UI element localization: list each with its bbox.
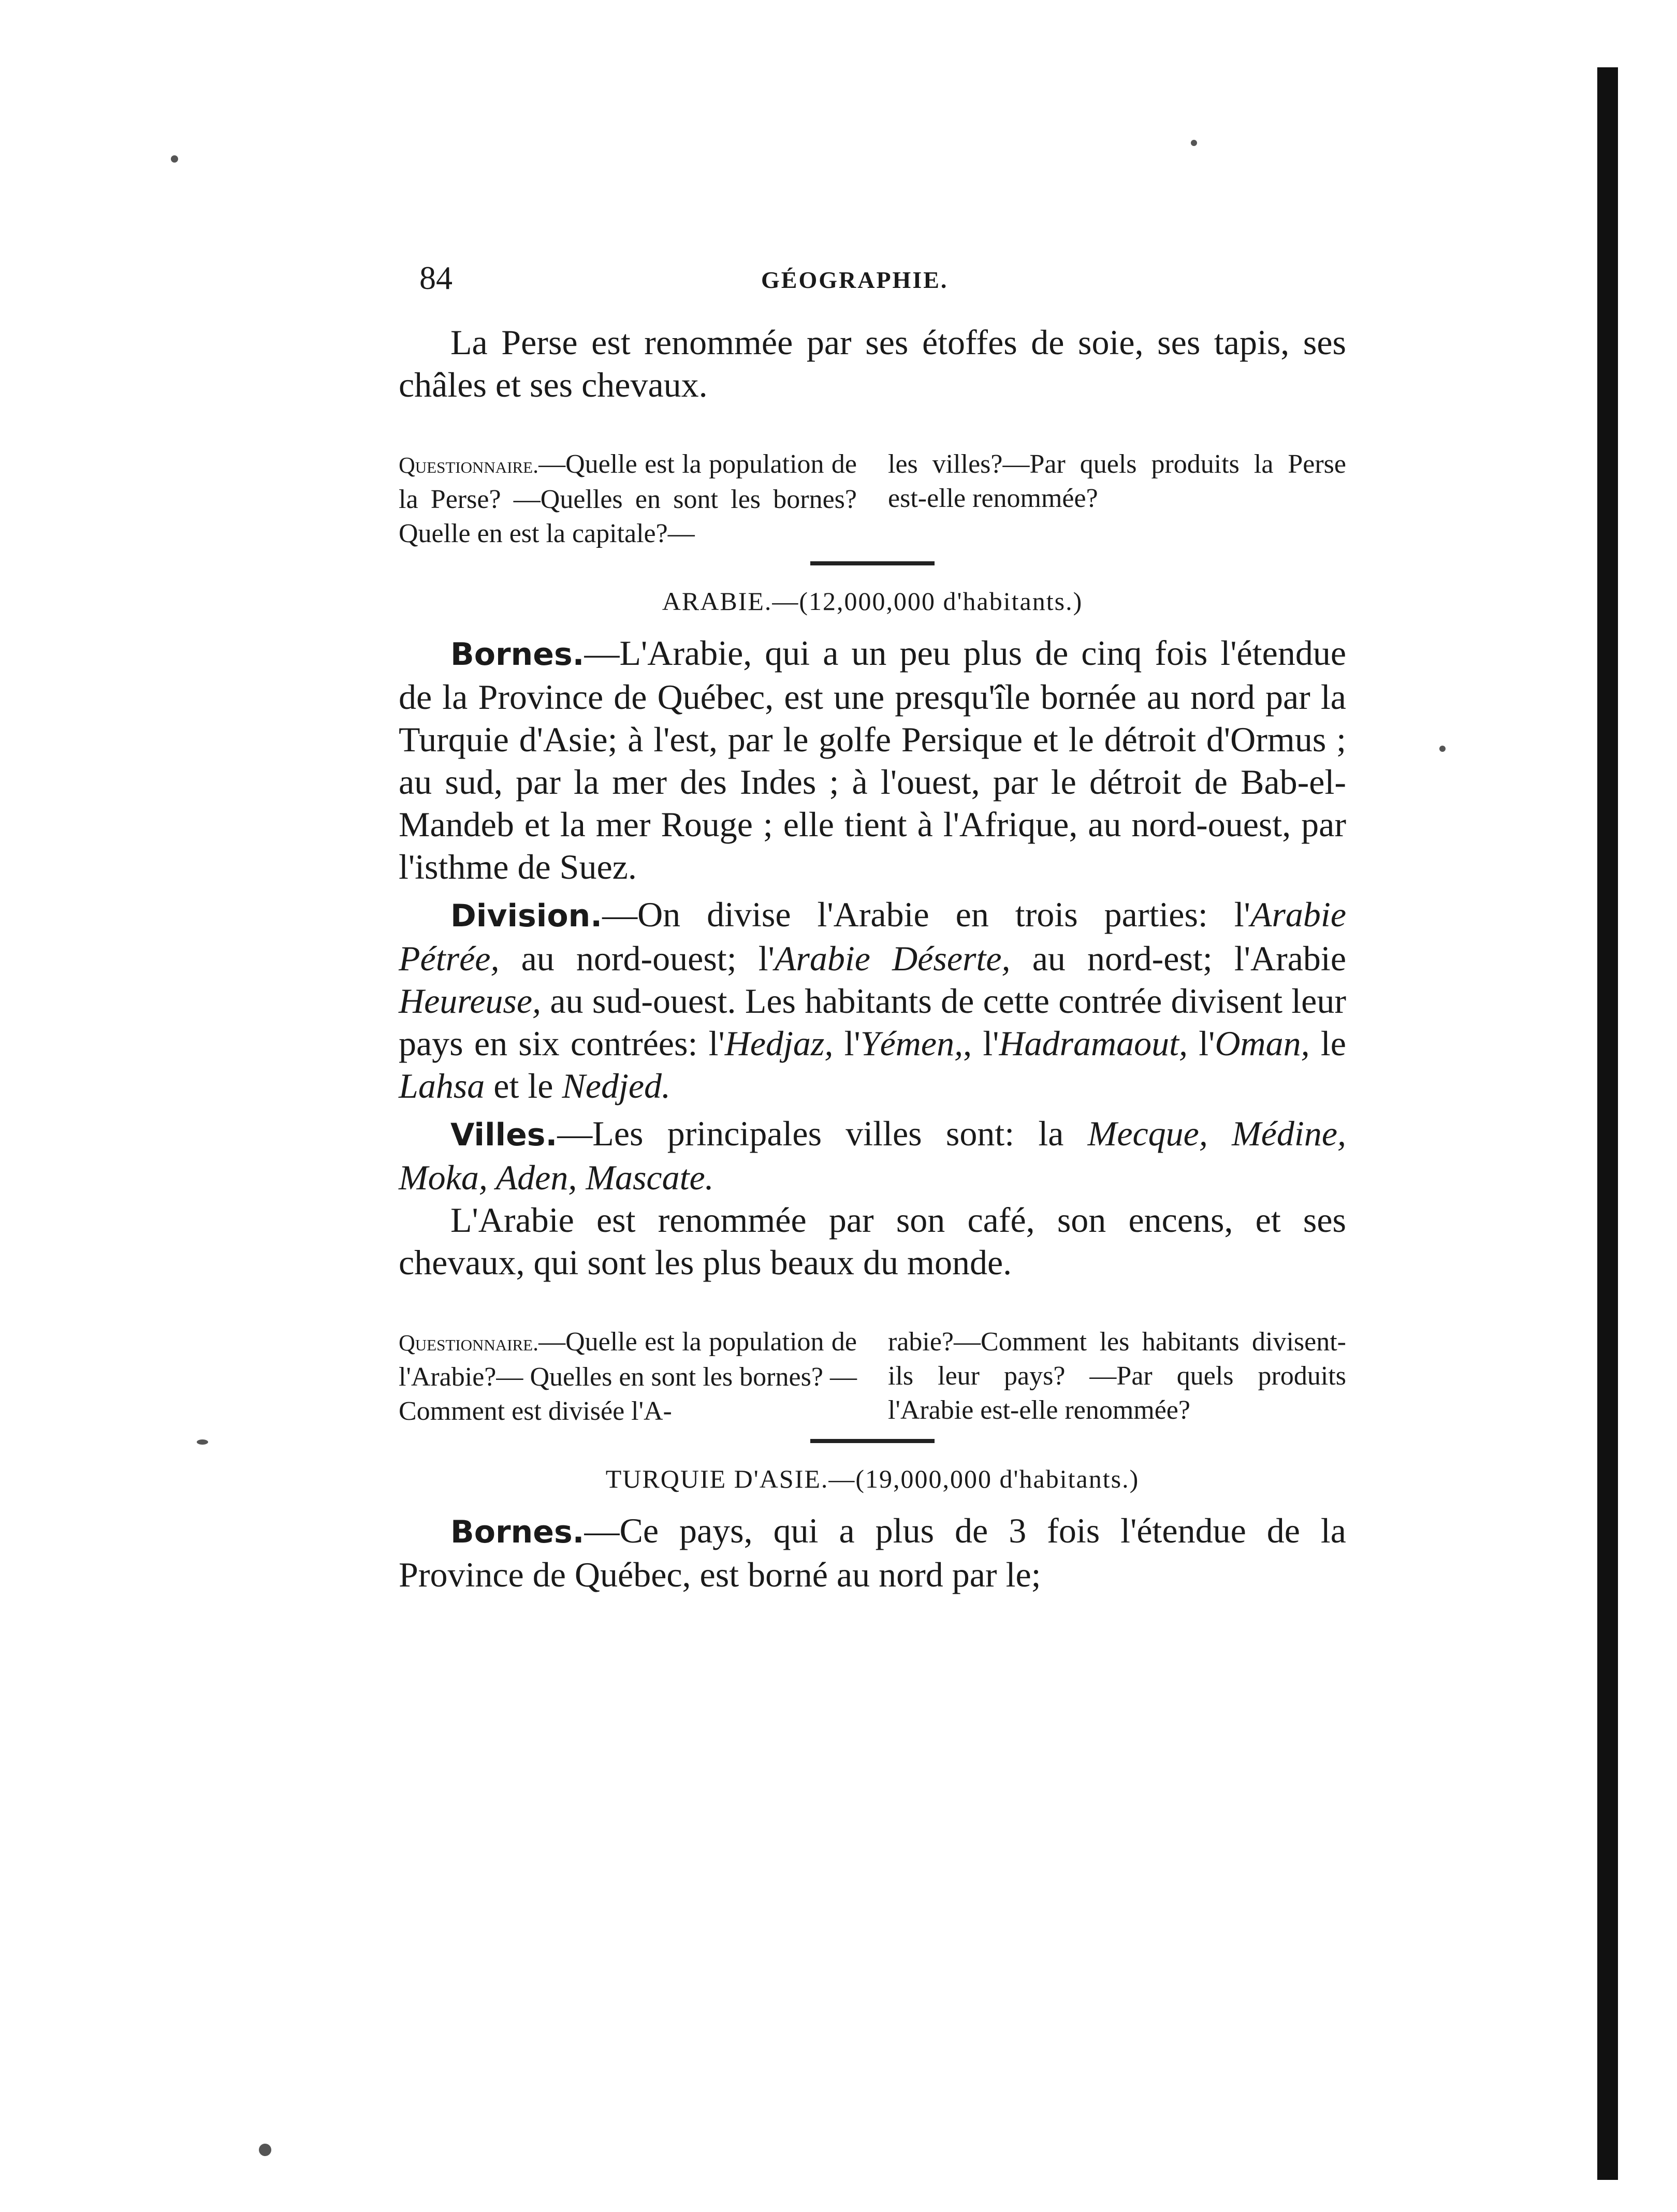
region-name: Lahsa — [399, 1066, 485, 1105]
arabia-bornes-paragraph — [399, 632, 1346, 888]
region-name: Arabie Pétrée, — [399, 895, 1346, 978]
questionnaire-column-left — [399, 1325, 857, 1429]
questionnaire-text: les villes?—Par quels produits la Perse est-elle renommée? — [888, 449, 1346, 513]
questionnaire-text: —Quelle est la population de l'Arabie?— Quelles en sont les bornes? —Comment est divisée l'A- — [399, 1327, 857, 1426]
paragraph-text: l' — [833, 1024, 861, 1063]
persia-questionnaire — [399, 447, 1346, 551]
questionnaire-column-right — [888, 1325, 1346, 1429]
region-name: Yémen, — [860, 1024, 964, 1063]
paragraph-text: —Ce pays, qui a plus de 3 fois l'étendue de la Province de Québec, est borné au nord par le; — [399, 1511, 1346, 1594]
scan-speck — [1439, 746, 1446, 752]
paragraph-lead: Bornes. — [450, 1514, 585, 1550]
paragraph-lead: Villes. — [450, 1117, 558, 1153]
persia-closing-paragraph: La Perse est renommée par ses étoffes de soie, ses tapis, ses châles et ses chevaux. — [399, 323, 1346, 404]
section-divider — [810, 1439, 935, 1443]
scan-speck — [171, 155, 178, 163]
page-edge-shadow — [1597, 67, 1618, 2180]
questionnaire-column-left — [399, 447, 857, 551]
questionnaire-column-right — [888, 447, 1346, 551]
paragraph-text: —On divise l'Arabie en trois parties: l' — [602, 895, 1250, 934]
page-number: 84 — [419, 259, 453, 296]
region-name: Oman, — [1215, 1024, 1310, 1063]
book-page — [399, 259, 1346, 1596]
questionnaire-label: Questionnaire. — [399, 453, 539, 478]
paragraph-text: , l' — [963, 1024, 999, 1063]
paragraph-text: et le — [485, 1066, 562, 1105]
region-name: Hedjaz, — [724, 1024, 834, 1063]
paragraph-lead: Bornes. — [450, 636, 585, 673]
scan-speck — [1191, 140, 1197, 146]
paragraph-text: le — [1309, 1024, 1346, 1063]
region-name: Nedjed. — [562, 1066, 671, 1105]
scan-speck — [259, 2144, 271, 2156]
section-divider — [810, 561, 935, 565]
questionnaire-text: rabie?—Comment les habitants divisent-ils leur pays? —Par quels produits l'Arabie est-elle renommée? — [888, 1327, 1346, 1425]
region-name: Hadramaout, — [999, 1024, 1188, 1063]
arabia-closing-paragraph: L'Arabie est renommée par son café, son encens, et ses chevaux, qui sont les plus beaux du monde. — [399, 1200, 1346, 1282]
section-heading-arabie: ARABIE.—(12,000,000 d'habitants.) — [662, 587, 1083, 616]
paragraph-lead: Division. — [450, 898, 603, 934]
paragraph-text: au nord-est; l'Arabie — [1010, 939, 1347, 978]
region-name: Heureuse, — [399, 981, 542, 1021]
paragraph-text: au sud-ouest. Les habitants de cette contrée divisent leur pays en six contrées: l' — [399, 981, 1346, 1063]
page-header — [399, 259, 1346, 300]
region-name: Arabie Déserte, — [774, 939, 1011, 978]
paragraph-text: —L'Arabie, qui a un peu plus de cinq fois l'étendue de la Province de Québec, est une presqu'île bornée au nord par la Turquie d'Asie; à l'est, par le golfe Persique et le détroit d'Ormus ; au sud, par la mer des Indes ; à l'ouest, par le détroit de Bab-el-Mandeb et la mer Rouge ; elle tient à l'Afrique, au nord-ouest, par l'isthme de Suez. — [399, 633, 1346, 886]
arabia-division-paragraph — [399, 893, 1346, 1107]
questionnaire-text: —Quelle est la population de la Perse? —Quelles en sont les bornes? Quelle en est la capitale?— — [399, 449, 857, 548]
paragraph-text: —Les principales villes sont: la — [557, 1114, 1088, 1153]
paragraph-text: l' — [1188, 1024, 1215, 1063]
paragraph-text: au nord-ouest; l' — [499, 939, 775, 978]
questionnaire-label: Questionnaire. — [399, 1330, 539, 1356]
turkey-bornes-paragraph — [399, 1509, 1346, 1596]
city-list: Mecque, Médine, Moka, Aden, Mascate. — [399, 1114, 1347, 1197]
scan-speck — [197, 1439, 208, 1445]
running-head: GÉOGRAPHIE. — [761, 267, 949, 293]
arabia-questionnaire — [399, 1325, 1346, 1429]
arabia-villes-paragraph — [399, 1112, 1346, 1199]
section-heading-turquie: TURQUIE D'ASIE.—(19,000,000 d'habitants.) — [605, 1464, 1140, 1493]
